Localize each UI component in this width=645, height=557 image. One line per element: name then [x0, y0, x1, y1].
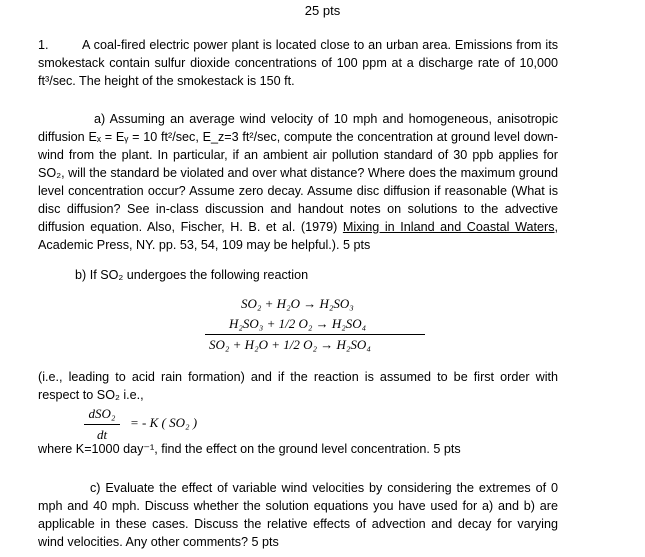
part-c — [38, 479, 558, 551]
part-a-tail: , Academic Press, NY. pp. 53, 54, 109 may be helpful.). 5 pts — [38, 220, 558, 252]
rate-denominator: dt — [96, 427, 108, 442]
reaction-2: H₂SO₃ + 1/2 O₂ → H₂SO₄ — [229, 316, 367, 331]
part-b-where: where K=1000 day⁻¹, find the effect on the ground level concentration. 5 pts — [38, 442, 461, 456]
part-a — [38, 110, 558, 254]
reference-title: Mixing in Inland and Coastal Waters — [342, 220, 555, 234]
problem-intro — [38, 36, 558, 90]
part-b-lead: b) If SO₂ undergoes the following reaction — [75, 268, 309, 282]
points-header: 25 pts — [304, 3, 341, 18]
part-b-continuation: (i.e., leading to acid rain formation) and if the reaction is assumed to be first order with respect to SO₂ i.e., — [38, 370, 558, 402]
reaction-1: SO₂ + H₂O → H₂SO₃ — [241, 296, 354, 311]
reaction-net: SO₂ + H₂O + 1/2 O₂ → H₂SO₄ — [209, 337, 371, 352]
part-a-text: a) Assuming an average wind velocity of 10 mph and homogeneous, anisotropic diffusion Eₓ = Eᵧ = 10 ft²/sec, E_z=3 ft²/sec, compute the concentration at ground level down-wind from the plant. In particular, if an ambient air pollution standard of 30 ppb applies for SO₂, will the standard be violated and over what distance? Where does the maximum ground level concentration occur? Assume zero decay. Assume disc diffusion if reasonable (What is disc diffusion? See in-class discussion and handout notes on solutions to the advective diffusion equation. Also, Fischer, H. B. et al. (1979) — [38, 112, 558, 234]
rate-numerator: dSO₂ — [88, 406, 116, 421]
rate-rhs: = - K ( SO₂ ) — [130, 415, 198, 430]
part-c-text: c) Evaluate the effect of variable wind velocities by considering the extremes of 0 mph and 40 mph. Discuss whether the solution equations you have used for a) and b) are applicable in these cases. Discuss the relative effects of advection and decay for varying wind velocities. Any other comments? 5 pts — [38, 481, 558, 549]
rate-fraction — [84, 405, 120, 444]
fraction-bar — [84, 424, 120, 425]
problem-number: 1. — [38, 38, 49, 52]
problem-intro-text: A coal-fired electric power plant is located close to an urban area. Emissions from its smokestack contain sulfur dioxide concentrations of 100 ppm at a discharge rate of 10,000 ft³/sec. The height of the smokestack is 150 ft. — [38, 38, 558, 88]
reaction-block — [205, 294, 425, 355]
